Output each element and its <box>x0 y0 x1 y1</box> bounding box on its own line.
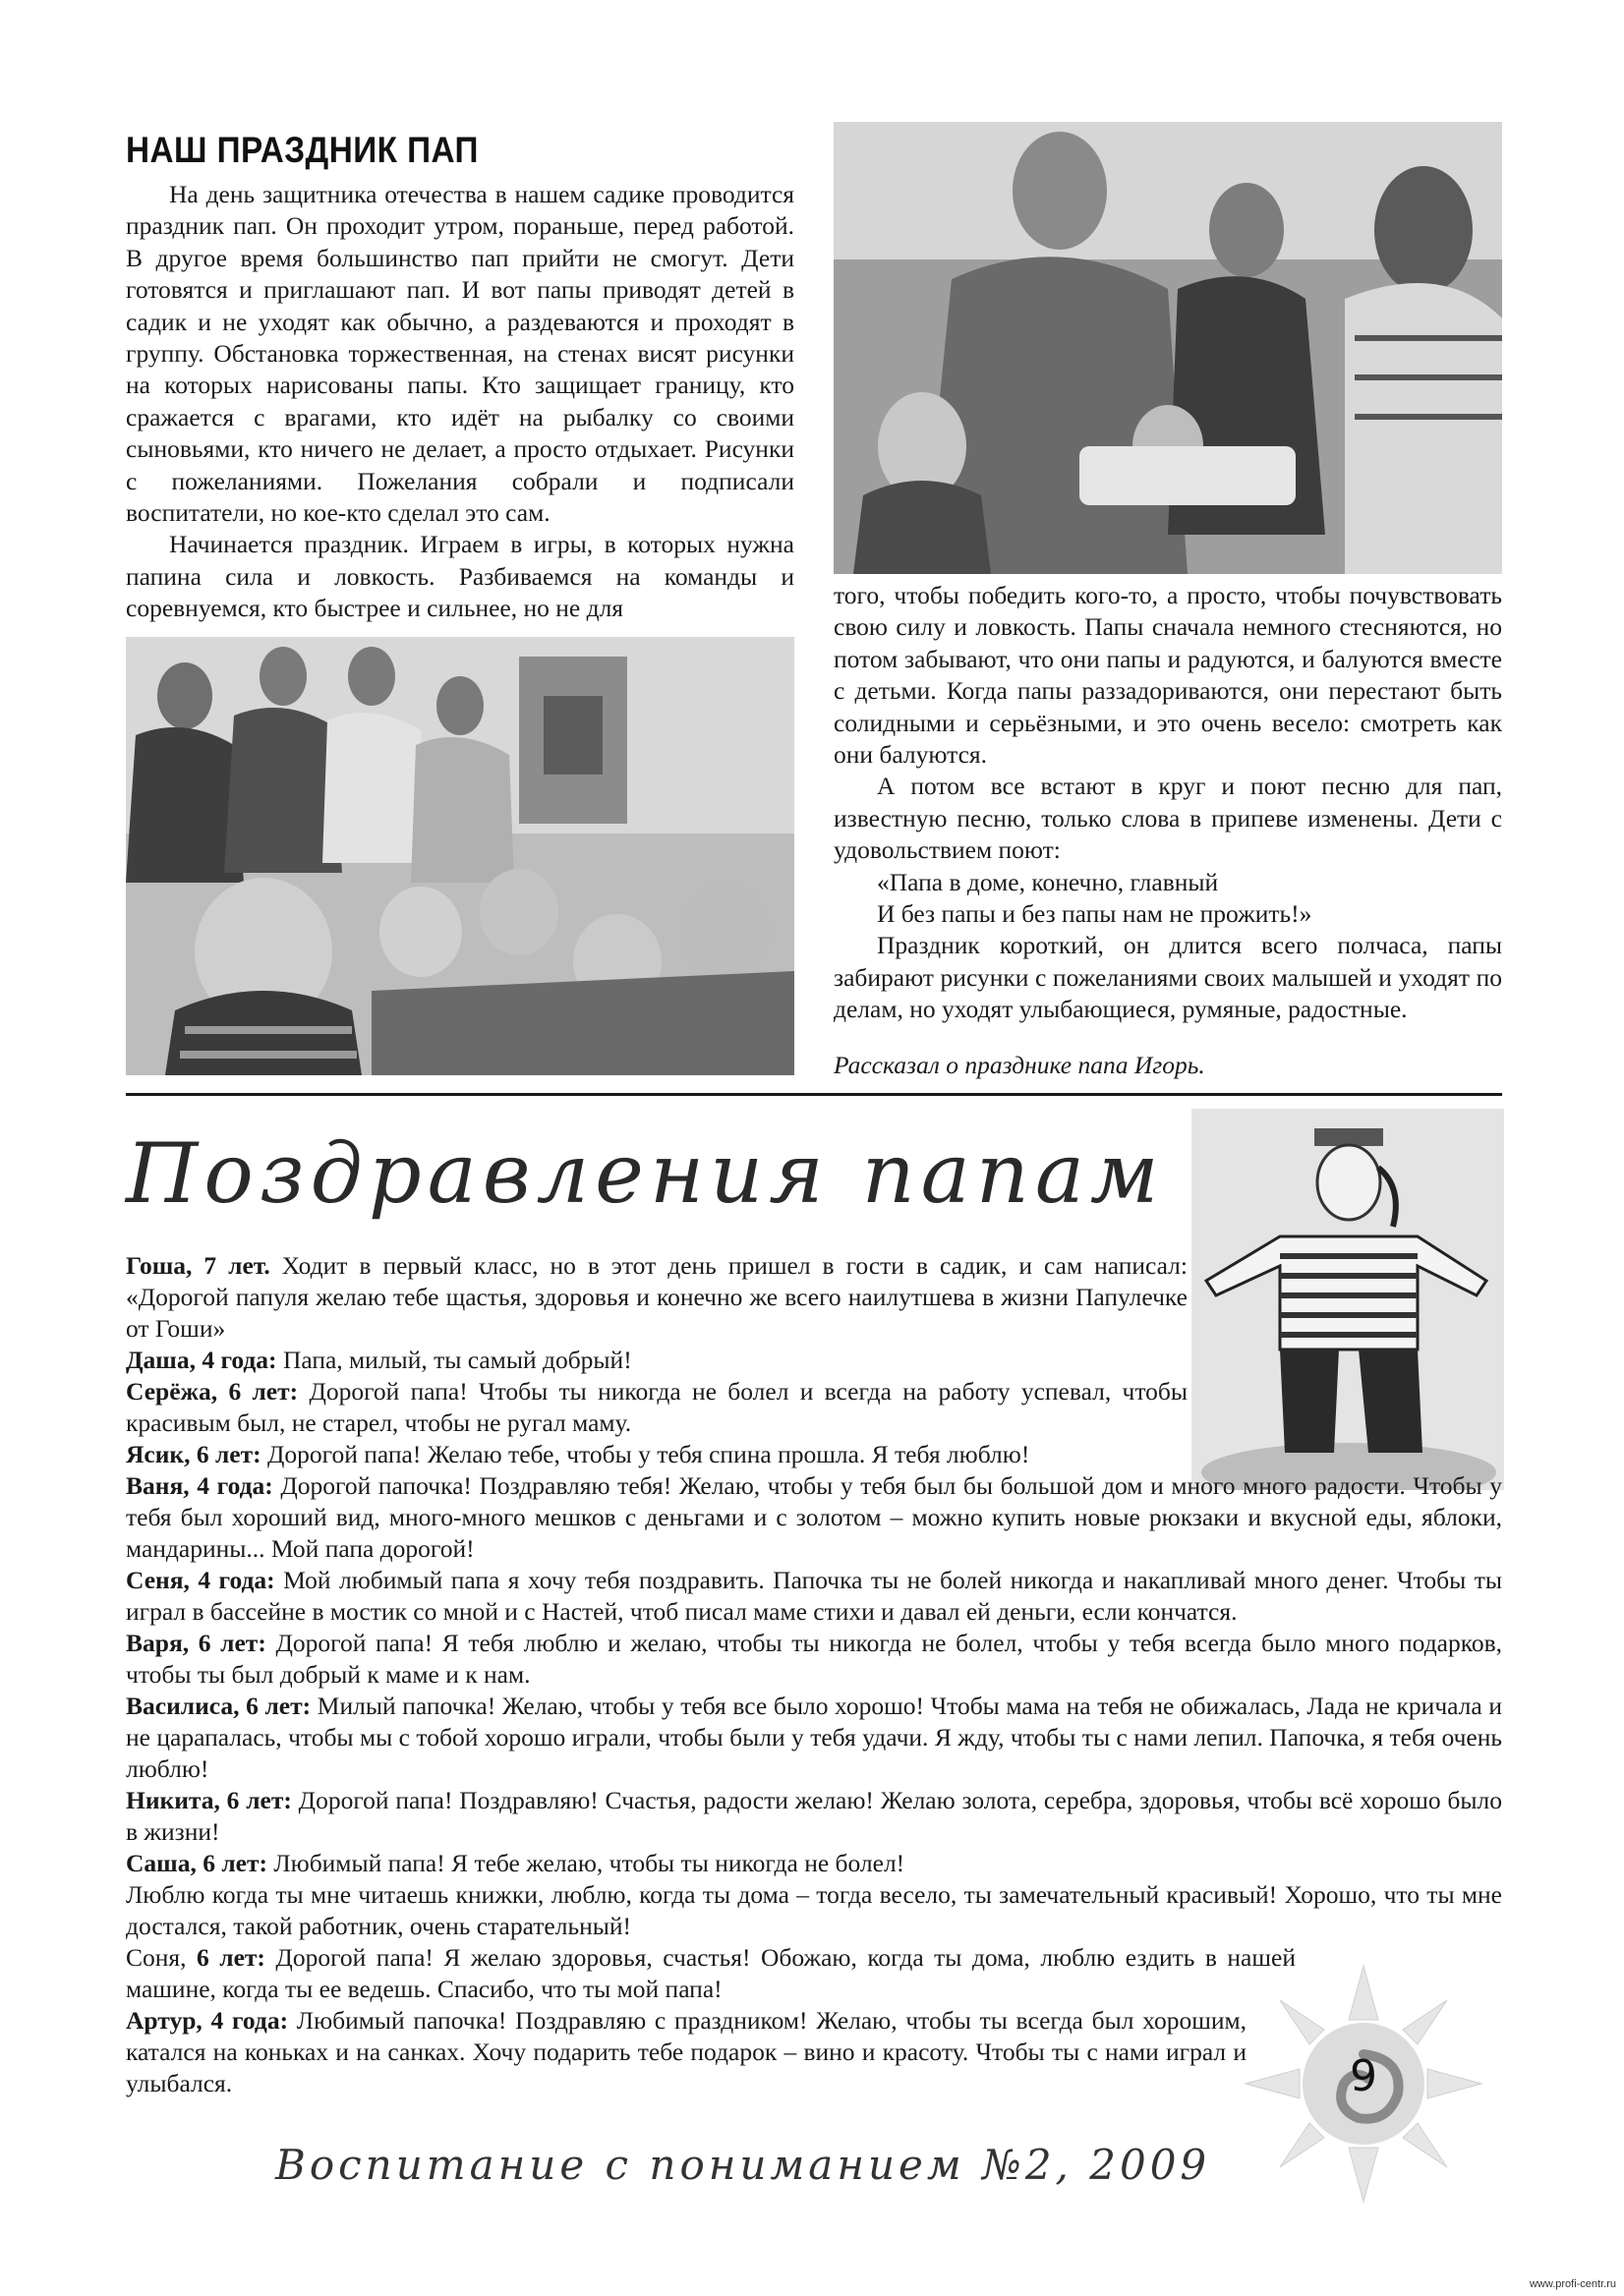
greeting-author: Ясик, 6 лет: <box>126 1440 261 1468</box>
greeting-text: Папа, милый, ты самый добрый! <box>276 1346 632 1374</box>
greeting-item <box>126 1470 1502 1565</box>
article-heading: НАШ ПРАЗДНИК ПАП <box>126 130 479 170</box>
article-paragraph: А потом все встают в круг и поют песню для пап, известную песню, только слова в припеве изменены. Дети с удовольствием поют: <box>834 772 1502 865</box>
greeting-item <box>126 1250 1188 1345</box>
greeting-item <box>126 1691 1502 1785</box>
article-signature: Рассказал о празднике папа Игорь. <box>834 1050 1205 1079</box>
greeting-item <box>126 2005 1247 2099</box>
photo-fathers-with-children <box>834 122 1502 574</box>
greeting-item <box>126 1345 1188 1376</box>
greeting-author: Сеня, 4 года: <box>126 1566 275 1594</box>
greeting-author: Даша, 4 года: <box>126 1346 277 1374</box>
song-quote-line: «Папа в доме, конечно, главный <box>877 867 1219 896</box>
section-divider <box>126 1093 1502 1096</box>
photo-placeholder-icon <box>126 637 794 1075</box>
greeting-item <box>126 1848 1502 1879</box>
greeting-author: Ваня, 4 года: <box>126 1471 273 1500</box>
greeting-author: Серёжа, 6 лет: <box>126 1377 299 1406</box>
greeting-text: Любимый папочка! Поздравляю с праздником! Желаю, чтобы ты всегда был хорошим, катался на коньках и на санках. Хочу подарить тебе подарок – вино и красоту. Чтобы ты с нами играл и улыбался. <box>126 2006 1247 2097</box>
greeting-author: Варя, 6 лет: <box>126 1629 266 1657</box>
article-paragraph: На день защитника отечества в нашем садике проводится праздник пап. Он проходит утром, пораньше, перед работой. В другое время большинство пап прийти не смогут. Дети готовятся и приглашают пап. И вот папы приводят детей в садик и не уходят как обычно, а раздеваются и проходят в группу. Обстановка торжественная, на стенах висят рисунки на которых нарисованы папы. Кто защищает границу, кто сражается с врагами, кто идёт на рыбалку со своими сыновьями, кто ничего не делает, а просто отдыхает. Рисунки с пожеланиями. Пожелания собрали и подписали воспитатели, но кое-кто сделал это сам. <box>126 180 794 528</box>
article-paragraph: того, чтобы победить кого-то, а просто, чтобы почувствовать свою силу и ловкость. Папы сначала немного стесняются, но потом забывают, что они папы и радуются, и балуются вместе с детьми. Когда папы раззадориваются, они перестают быть солидными и серьёзными, и это очень весело: смотреть как они балуются. <box>834 581 1502 770</box>
greeting-item <box>126 1628 1502 1691</box>
greeting-author: Гоша, 7 лет. <box>126 1251 270 1280</box>
greeting-item <box>126 1785 1502 1848</box>
greeting-author: 6 лет: <box>197 1943 265 1972</box>
greeting-text: Дорогой папочка! Поздравляю тебя! Желаю, чтобы у тебя был бы большой дом и много много радости. Чтобы у тебя был хороший вид, много-много мешков с деньгами и с золотом – можно купить новые рюкзаки и вкусной еды, яблоки, мандарины... Мой папа дорогой! <box>126 1471 1502 1563</box>
greeting-text: Дорогой папа! Чтобы ты никогда не болел и всегда на работу успевал, чтобы красивым был, не старел, чтобы не ругал маму. <box>126 1377 1189 1437</box>
greeting-author: Артур, 4 года: <box>126 2006 289 2035</box>
article-paragraph: Начинается праздник. Играем в игры, в которых нужна папина сила и ловкость. Разбиваемся на команды и соревнуемся, кто быстрее и сильнее, но не для <box>126 530 794 623</box>
greeting-text: Люблю когда ты мне читаешь книжки, люблю, когда ты дома – тогда весело, ты замечательный красивый! Хорошо, что ты мне достался, такой работник, очень старательный! <box>126 1880 1502 1940</box>
greeting-text: Дорогой папа! Я тебя люблю и желаю, чтобы ты никогда не болел, чтобы у тебя всегда было много подарков, чтобы ты был добрый к маме и к нам. <box>126 1629 1502 1689</box>
photo-placeholder-icon <box>834 122 1502 574</box>
greeting-author: Василиса, 6 лет: <box>126 1692 312 1720</box>
article-column-right <box>834 580 1502 1081</box>
page-number: 9 <box>1350 2051 1377 2101</box>
greeting-text: Мой любимый папа я хочу тебя поздравить. Папочка ты не болей никогда и накапливай много денег. Чтобы ты играл в бассейне в мостик со мной и с Настей, чтоб писал маме стихи и давал ей деньги, если кончатся. <box>126 1566 1502 1626</box>
footer-journal-title: Воспитание с пониманием №2, 2009 <box>275 2141 1211 2189</box>
photo-games-in-group <box>126 637 794 1075</box>
greeting-text: Дорогой папа! Я желаю здоровья, счастья! Обожаю, когда ты дома, люблю ездить в нашей машине, когда ты ее ведешь. Спасибо, что ты мой папа! <box>126 1943 1296 2003</box>
greeting-text: Дорогой папа! Желаю тебе, чтобы у тебя спина прошла. Я тебя люблю! <box>261 1440 1030 1468</box>
article-column-left <box>126 179 794 625</box>
greeting-item <box>126 1565 1502 1628</box>
greeting-item <box>126 1376 1188 1439</box>
site-watermark: www.profi-centr.ru <box>1529 2278 1616 2290</box>
greeting-text: Дорогой папа! Поздравляю! Счастья, радости желаю! Желаю золота, серебра, здоровья, чтобы всё хорошо было в жизни! <box>126 1786 1502 1846</box>
article-paragraph: Праздник короткий, он длится всего полчаса, папы забирают рисунки с пожеланиями своих малышей и уходят по делам, но уходят улыбающиеся, румяные, радостные. <box>834 931 1502 1024</box>
greeting-text: Милый папочка! Желаю, чтобы у тебя все было хорошо! Чтобы мама на тебя не обижалась, Лада не кричала и не царапалась, чтобы мы с тобой хорошо играли, чтобы были у тебя удачи. Я жду, чтобы ты с нами лепил. Папочка, я тебя очень люблю! <box>126 1692 1502 1783</box>
greeting-author-prefix: Соня, <box>126 1943 198 1972</box>
greeting-author: Саша, 6 лет: <box>126 1849 267 1877</box>
greeting-item <box>126 1879 1502 1942</box>
greeting-item <box>126 1942 1296 2005</box>
page-number-sun <box>1241 1961 1486 2207</box>
greeting-item <box>126 1439 1188 1470</box>
song-quote-line: И без папы и без папы нам не прожить!» <box>877 899 1312 929</box>
section-title: Поздравления папам <box>126 1125 1165 1222</box>
greeting-text: Ходит в первый класс, но в этот день пришел в гости в садик, и сам написал: «Дорогой папуля желаю тебе щастья, здоровья и конечно же всего наилутшева в жизни Папулечке от Гоши» <box>126 1251 1188 1343</box>
greeting-text: Любимый папа! Я тебе желаю, чтобы ты никогда не болел! <box>266 1849 905 1877</box>
greeting-author: Никита, 6 лет: <box>126 1786 292 1814</box>
